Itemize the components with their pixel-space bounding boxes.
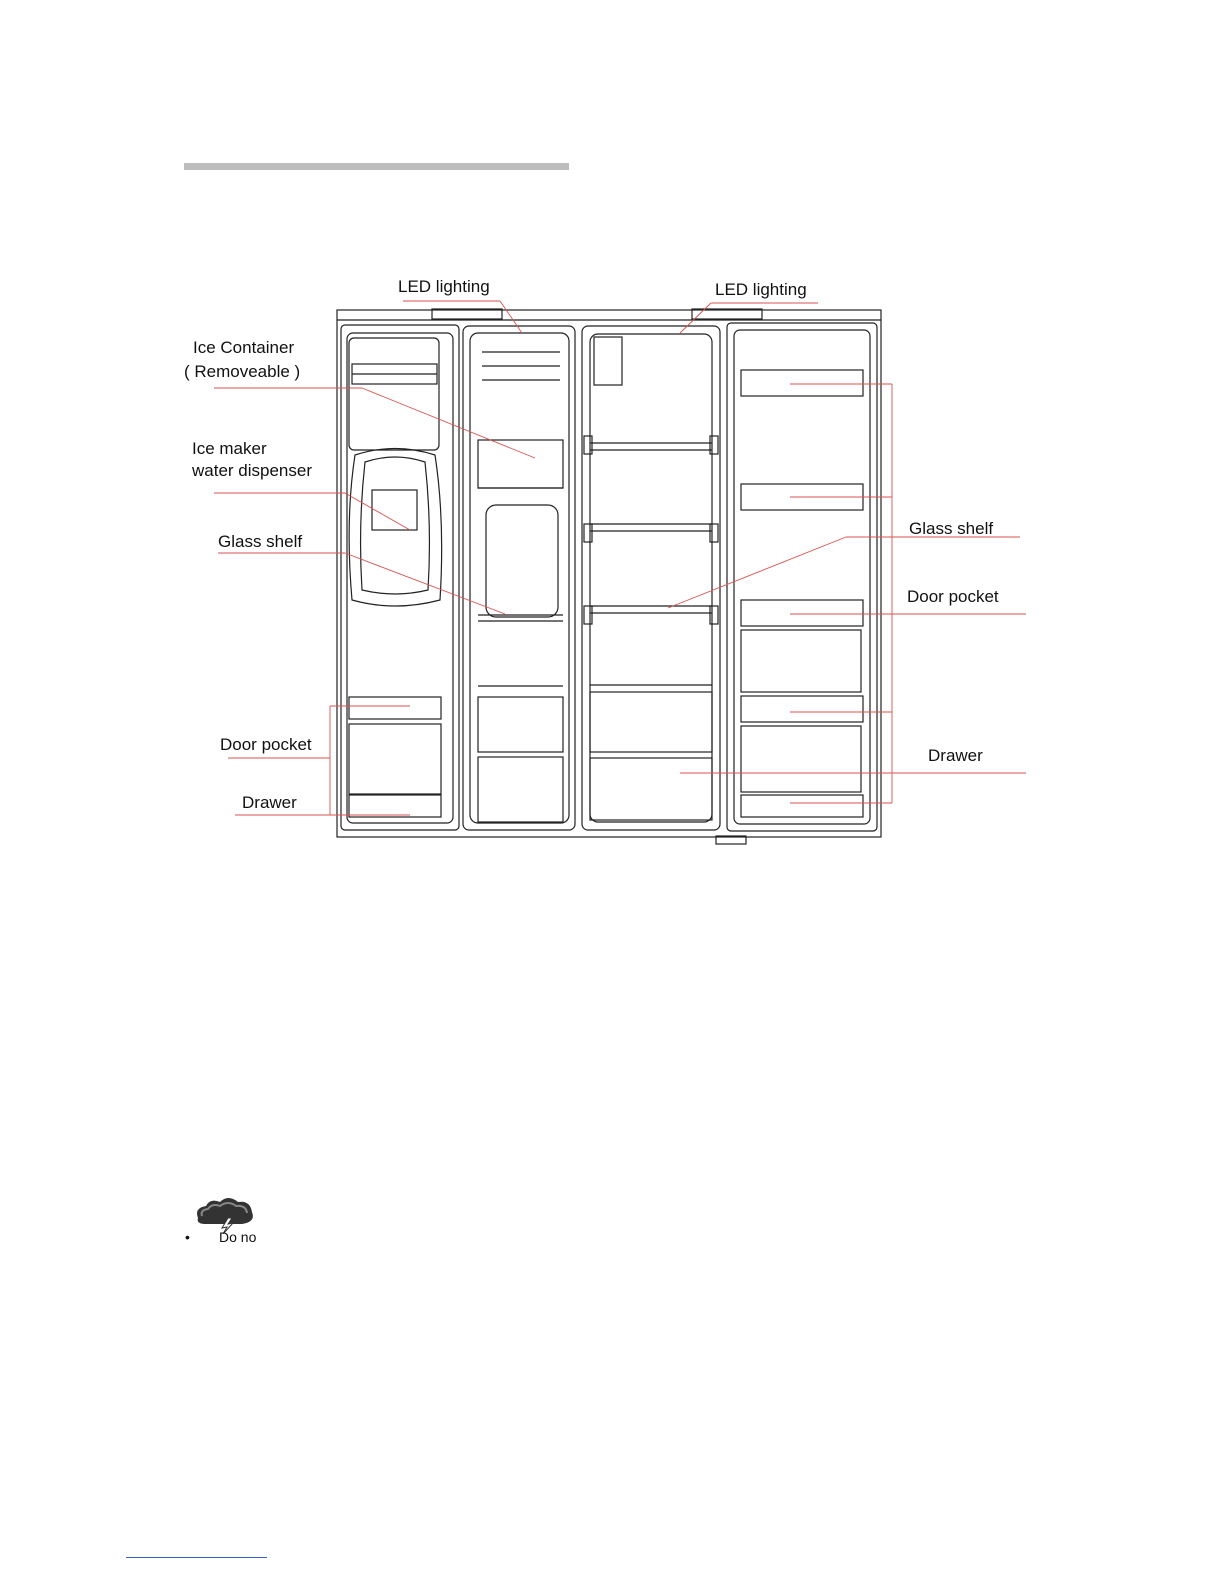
- storm-cloud-icon: [192, 1194, 256, 1234]
- fridge-crisper-drawer: [590, 758, 712, 820]
- footer-rule: [126, 1557, 267, 1558]
- fridge-door: [727, 323, 877, 831]
- label-ice-container: Ice Container: [193, 338, 295, 357]
- ice-container: [349, 338, 439, 450]
- ice-maker: [349, 449, 442, 607]
- freezer-door-pocket-1: [349, 697, 441, 719]
- label-led-lighting-right: LED lighting: [715, 280, 807, 299]
- warning-bullet: •: [185, 1229, 190, 1245]
- label-drawer-right: Drawer: [928, 746, 983, 765]
- label-ice-container-removeable: ( Removeable ): [184, 362, 301, 381]
- label-door-pocket-left: Door pocket: [220, 735, 312, 754]
- freezer-drawer-inner: [478, 757, 563, 822]
- warning-text: Do no: [219, 1229, 257, 1245]
- fridge-compartment: [582, 326, 720, 830]
- label-door-pocket-right: Door pocket: [907, 587, 999, 606]
- label-ice-maker: Ice maker: [192, 439, 267, 458]
- leader-lines: [214, 301, 1026, 815]
- door-pocket-right: [741, 600, 863, 626]
- label-glass-shelf-left: Glass shelf: [218, 532, 303, 551]
- label-water-dispenser: water dispenser: [192, 461, 313, 480]
- door-drawer-right: [741, 795, 863, 817]
- freezer-drawer: [349, 795, 441, 817]
- label-drawer-left: Drawer: [242, 793, 297, 812]
- label-led-lighting-left: LED lighting: [398, 277, 490, 296]
- ice-bucket: [486, 505, 558, 617]
- door-bin-1: [741, 370, 863, 396]
- water-dispenser: [372, 490, 417, 530]
- label-glass-shelf-right: Glass shelf: [909, 519, 994, 538]
